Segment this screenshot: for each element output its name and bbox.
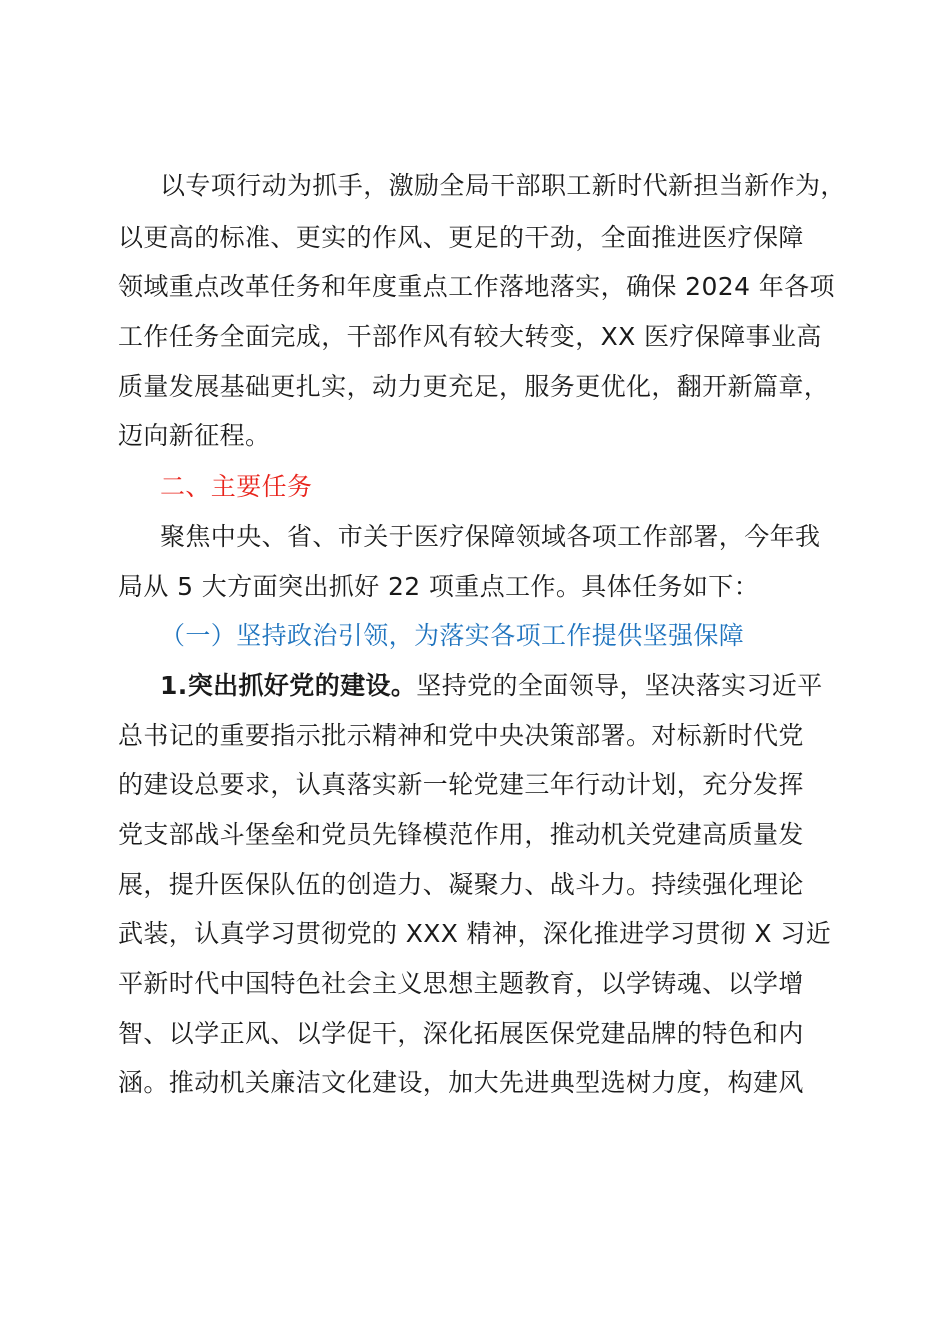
subsection-heading: （一）坚持政治引领，为落实各项工作提供坚强保障 bbox=[160, 621, 745, 650]
item-1-line: 智、以学正风、以学促干，深化拓展医保党建品牌的特色和内 bbox=[118, 1019, 804, 1048]
paragraph-line: 领域重点改革任务和年度重点工作落地落实，确保 2024 年各项 bbox=[118, 272, 835, 301]
item-1-first-line-text: 坚持党的全面领导，坚决落实习近平 bbox=[416, 671, 823, 700]
section-heading: 二、主要任务 bbox=[160, 472, 313, 501]
item-1-line: 涵。推动机关廉洁文化建设，加大先进典型选树力度，构建风 bbox=[118, 1068, 804, 1097]
item-1-line: 武装，认真学习贯彻党的 XXX 精神，深化推进学习贯彻 X 习近 bbox=[118, 919, 832, 948]
item-1-line: 的建设总要求，认真落实新一轮党建三年行动计划，充分发挥 bbox=[118, 770, 804, 799]
item-1-first-line bbox=[160, 671, 840, 701]
item-1-line: 展，提升医保队伍的创造力、凝聚力、战斗力。持续强化理论 bbox=[118, 870, 804, 899]
item-1-line: 总书记的重要指示批示精神和党中央决策部署。对标新时代党 bbox=[118, 721, 804, 750]
paragraph-line: 以更高的标准、更实的作风、更足的干劲，全面推进医疗保障 bbox=[118, 223, 804, 252]
paragraph-line: 工作任务全面完成，干部作风有较大转变，XX 医疗保障事业高 bbox=[118, 322, 822, 351]
paragraph-line: 迈向新征程。 bbox=[118, 421, 271, 450]
paragraph-line: 质量发展基础更扎实，动力更充足，服务更优化，翻开新篇章， bbox=[118, 372, 830, 401]
item-1-line: 党支部战斗堡垒和党员先锋模范作用，推动机关党建高质量发 bbox=[118, 820, 804, 849]
paragraph-line: 以专项行动为抓手，激励全局干部职工新时代新担当新作为， bbox=[160, 171, 846, 200]
intro-line: 局从 5 大方面突出抓好 22 项重点工作。具体任务如下： bbox=[118, 572, 760, 601]
intro-line: 聚焦中央、省、市关于医疗保障领域各项工作部署，今年我 bbox=[160, 522, 821, 551]
item-1-title: 1.突出抓好党的建设。 bbox=[160, 671, 417, 700]
item-1-line: 平新时代中国特色社会主义思想主题教育，以学铸魂、以学增 bbox=[118, 969, 804, 998]
